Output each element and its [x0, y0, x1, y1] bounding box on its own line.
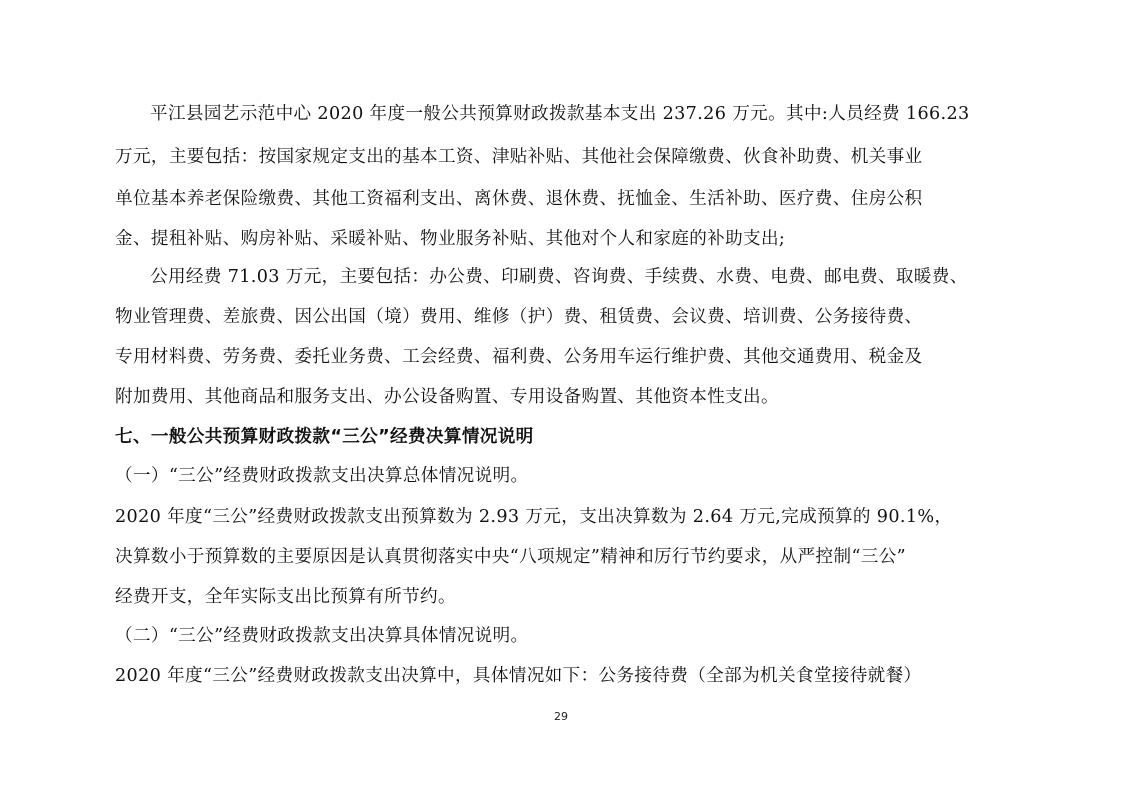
paragraph-basic-expenditure-line-4: 金、提租补贴、购房补贴、采暖补贴、物业服务补贴、其他对个人和家庭的补助支出; [115, 229, 786, 249]
paragraph-public-expenses-line-2: 物业管理费、差旅费、因公出国（境）费用、维修（护）费、租赁费、会议费、培训费、公务接待费、 [115, 307, 923, 327]
paragraph-basic-expenditure-line-1: 平江县园艺示范中心 2020 年度一般公共预算财政拨款基本支出 237.26 万元。其中:人员经费 166.23 [150, 104, 970, 124]
paragraph-overall-line-1: 2020 年度“三公”经费财政拨款支出预算数为 2.93 万元，支出决算数为 2.64 万元,完成预算的 90.1%， [115, 507, 953, 527]
subsection-heading-one: （一）“三公”经费财政拨款支出决算总体情况说明。 [115, 466, 529, 486]
section-heading-seven: 七、一般公共预算财政拨款“三公”经费决算情况说明 [115, 427, 534, 447]
paragraph-basic-expenditure-line-3: 单位基本养老保险缴费、其他工资福利支出、离休费、退休费、抚恤金、生活补助、医疗费、住房公积 [115, 189, 923, 209]
page-number: 29 [554, 710, 568, 723]
paragraph-public-expenses-line-1: 公用经费 71.03 万元，主要包括：办公费、印刷费、咨询费、手续费、水费、电费、邮电费、取暖费、 [150, 267, 968, 287]
paragraph-specific-line-1: 2020 年度“三公”经费财政拨款支出决算中，具体情况如下：公务接待费（全部为机关食堂接待就餐） [115, 666, 922, 686]
subsection-heading-two: （二）“三公”经费财政拨款支出决算具体情况说明。 [115, 626, 529, 646]
paragraph-public-expenses-line-4: 附加费用、其他商品和服务支出、办公设备购置、专用设备购置、其他资本性支出。 [115, 387, 779, 407]
paragraph-basic-expenditure-line-2: 万元，主要包括：按国家规定支出的基本工资、津贴补贴、其他社会保障缴费、伙食补助费、机关事业 [115, 147, 923, 167]
paragraph-overall-line-3: 经费开支，全年实际支出比预算有所节约。 [115, 587, 456, 607]
paragraph-public-expenses-line-3: 专用材料费、劳务费、委托业务费、工会经费、福利费、公务用车运行维护费、其他交通费用、税金及 [115, 347, 923, 367]
paragraph-overall-line-2: 决算数小于预算数的主要原因是认真贯彻落实中央“八项规定”精神和厉行节约要求，从严控制“三公” [115, 547, 907, 567]
